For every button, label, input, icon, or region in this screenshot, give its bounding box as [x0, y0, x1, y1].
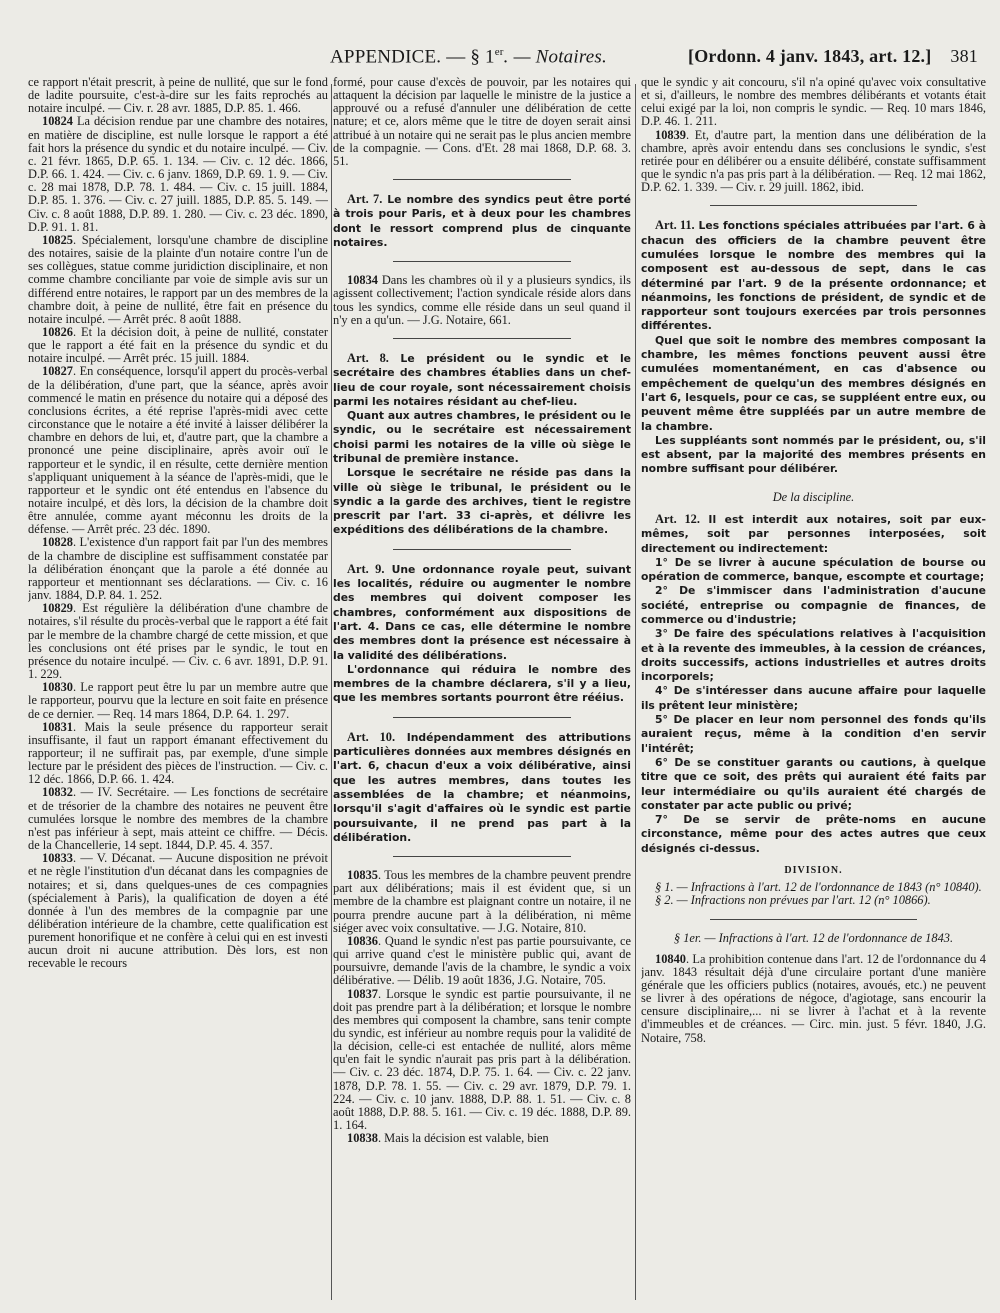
paragraph: 10830. Le rapport peut être lu par un membre autre que le rapporteur, pourvu que la lecture en soit faite en présence de ce dernier. — Req. 14 mars 1864, D.P. 64. 1. 297.	[28, 680, 328, 721]
paragraph-10839: 10839. Et, d'autre part, la mention dans une délibération de la chambre, après avoir entendu dans ses conclusions le syndic, s'est retirée pour en délibérer ou a ensuite délibéré, constate suffisamment que le syndic n'a pas pris part à la délibération. — Req. 12 mai 1862, D.P. 62. 1. 339. — Civ. r. 29 juill. 1862, ibid.	[641, 127, 986, 195]
article-10: Art. 10. Indépendamment des attributions particulières données aux membres désignés en l'art. 6, chacun d'eux a voix délibérative, ainsi que les autres membres, dans toutes les assemblées de la chambre; et néanmoins, lorsqu'il s'agit d'affaires où le syndic est partie poursuivante, il ne prend pas part à la délibération.	[333, 729, 631, 844]
toc-item: § 2. — Infractions non prévues par l'art. 12 (n° 10866).	[655, 893, 931, 908]
column-middle	[333, 76, 631, 1302]
section-heading-infractions: § 1er. — Infractions à l'art. 12 de l'ordonnance de 1843.	[673, 930, 954, 945]
text-columns	[28, 76, 986, 1302]
separator	[393, 856, 572, 857]
separator	[393, 717, 572, 718]
header-reference: [Ordonn. 4 janv. 1843, art. 12.]	[688, 46, 932, 67]
column-right	[641, 76, 986, 1302]
article-12-item: 5° De placer en leur nom personnel des fonds qu'ils auraient reçus, même à la condition d'en servir l'intérêt;	[641, 713, 986, 755]
paragraph: 10826. Et la décision doit, à peine de nullité, constater que le rapport a été fait en la présence du syndic et du notaire inculpé. — Arrêt préc. 15 juill. 1884.	[28, 324, 328, 366]
column-rule	[635, 84, 636, 1300]
running-header	[330, 46, 978, 74]
article-12-item: 2° De s'immiscer dans l'administration d'aucune société, entreprise ou compagnie de finances, de commerce ou d'industrie;	[641, 584, 986, 626]
article-12-item: 6° De se constituer garants ou cautions, à quelque titre que ce soit, des prêts qui auraient été faits par leur intermédiaire ou qu'ils auraient été chargés de constater par acte public ou privé;	[641, 755, 986, 812]
paragraph: 10831. Mais la seule présence du rapporteur serait insuffisante, il faut un rapport émanant effectivement du rapporteur; il ne suffirait pas, par exemple, d'une simple lecture par le président des pièces de l'instruction. — Civ. c. 12 déc. 1866, D.P. 66. 1. 424.	[28, 719, 328, 787]
toc-item: § 1. — Infractions à l'art. 12 de l'ordonnance de 1843 (n° 10840).	[655, 880, 982, 895]
division-label: DIVISION.	[784, 865, 843, 877]
paragraph: 10824 La décision rendue par une chambre des notaires, en matière de discipline, est nulle lorsque le rapport a été fait hors la présence du syndic et du notaire inculpé. — Civ. c. 21 févr. 1865, D.P. 65. 1. 134. — Civ. c. 12 déc. 1866, D.P. 66. 1. 424. — Civ. c. 6 janv. 1869, D.P. 69. 1. 9. — Civ. c. 28 mai 1878, D.P. 78. 1. 484. — Civ. c. 15 juill. 1884, D.P. 85. 1. 376. — Civ. c. 27 juill. 1885, D.P. 85. 5. 149. — Civ. c. 8 août 1888, D.P. 89. 1. 280. — Civ. c. 23 déc. 1890, D.P. 91. 1. 81.	[28, 114, 328, 234]
article-7: Art. 7. Le nombre des syndics peut être porté à trois pour Paris, et à deux pour les chambres dont le ressort comprend plus de cinquante notaires.	[333, 192, 631, 249]
separator	[393, 549, 572, 550]
article-12-item: 3° De faire des spéculations relatives à l'acquisition et à la revente des immeubles, à la cession de créances, droits successifs, actions industrielles et autres droits incorporels;	[641, 627, 986, 684]
paragraph-10835: 10835. Tous les membres de la chambre peuvent prendre part aux délibérations; mais il est évident que, si un membre de la chambre est plaignant contre un notaire, il ne pourra prendre aucune part à la délibération, ni même siéger avec voix consultative. — J.G. Notaire, 810.	[333, 868, 631, 935]
column-left	[28, 76, 328, 1302]
paragraph-10834: 10834 Dans les chambres où il y a plusieurs syndics, ils agissent collectivement; l'action syndicale réside alors dans tous les syndics, comme elle réside dans un seul quand il n'y en a qu'un. — J.G. Notaire, 661.	[333, 273, 631, 327]
article-8-p3: Lorsque le secrétaire ne réside pas dans la ville où siège le tribunal, le président ou le syndic a la garde des archives, tient le registre prescrit par l'art. 33 ci-après, et délivre les expéditions des délibérations de la chambre.	[333, 466, 631, 537]
paragraph-10838: 10838. Mais la décision est valable, bien	[347, 1131, 549, 1146]
article-9-p2: L'ordonnance qui réduira le nombre des membres de la chambre déclarera, s'il y a lieu, que les membres sortants pourront être rééius.	[333, 662, 631, 705]
section-heading-discipline: De la discipline.	[772, 489, 855, 504]
paragraph: formé, pour cause d'excès de pouvoir, par les notaires qui attaquent la décision par laquelle le ministre de la justice a approuvé ou a refusé d'annuler une délibération de cette nature; et ce, alors même que le titre de doyen serait ainsi attribué à un notaire qui ne serait pas le plus ancien membre de la compagnie. — Cons. d'Et. 28 mai 1868, D.P. 68. 3. 51.	[333, 76, 631, 168]
separator	[710, 919, 917, 920]
article-8: Art. 8. Le président ou le syndic et le secrétaire des chambres établies dans un chef-lieu de cour royale, sont nécessairement choisis parmi les notaires résidant au chef-lieu.	[333, 350, 631, 408]
paragraph: 10829. Est régulière la délibération d'une chambre de notaires, s'il résulte du procès-verbal que le rapport a été fait par le membre de la chambre chargé de cette mission, et que les conclusions ont été prises par le syndic, le tout en présence du notaire inculpé. — Civ. c. 6 avr. 1891, D.P. 91. 1. 229.	[28, 601, 328, 682]
column-rule	[331, 84, 332, 1300]
article-12-items	[641, 556, 986, 856]
separator	[393, 261, 572, 262]
article-9: Art. 9. Une ordonnance royale peut, suivant les localités, réduire ou augmenter le nombre des membres qui doivent composer les chambres, conformément aux dispositions de l'art. 4. Dans ce cas, elle détermine le nombre des membres dont la présence est nécessaire à la validité des délibérations.	[333, 561, 631, 662]
header-title: APPENDICE. — § 1er. — Notaires.	[330, 46, 607, 68]
paragraph-10836: 10836. Quand le syndic n'est pas partie poursuivante, ce qui arrive quand c'est le ministère public qui, avant de poursuivre, demande l'avis de la chambre, le syndic a voix délibérative. — Délib. 19 août 1836, J.G. Notaire, 705.	[333, 933, 631, 988]
paragraph: 10833. — V. Décanat. — Aucune disposition ne prévoit et ne règle l'institution d'un décanat dans les compagnies de notaires; et si, dans quelques-unes de ces compagnies (spécialement à Paris), la qualification de doyen a été donnée à l'un des membres de la compagnie par une délibération intérieure de la chambre, cette qualification est purement honorifique et ne confère à celui qui en est investi aucun droit ni aucune attribution. Dès lors, est non recevable le recours	[28, 851, 328, 971]
article-11-p3: Les suppléants sont nommés par le président, ou, s'il est absent, par la majorité des membres présents en nombre suffisant pour délibérer.	[641, 433, 986, 476]
separator	[393, 338, 572, 339]
page-number: 381	[950, 46, 978, 67]
table-of-contents	[641, 881, 986, 907]
paragraph: 10825. Spécialement, lorsqu'une chambre de discipline des notaires, saisie de la plainte d'un notaire contre l'un de ses collègues, statue comme juridiction disciplinaire, et non comme chambre conciliante par voie de simple avis sur un différend entre notaires, le rapport par un des membres de la chambre doit, à peine de nullité, être fait en présence du notaire inculpé. — Arrêt préc. 8 août 1888.	[28, 232, 328, 326]
article-8-p2: Quant aux autres chambres, le président ou le syndic, ou le secrétaire est nécessairement choisi parmi les notaires de la ville où siège le tribunal de première instance.	[333, 409, 631, 465]
paragraph: 10832. — IV. Secrétaire. — Les fonctions de secrétaire et de trésorier de la chambre des notaires ne peuvent être cumulées lorsque le nombre des membres de la chambre n'est pas inférieur à sept, mais atteint ce chiffre. — Décis. de la Chancellerie, 14 sept. 1844, D.P. 45. 4. 357.	[28, 785, 328, 853]
article-12-item: 4° De s'intéresser dans aucune affaire pour laquelle ils prêtent leur ministère;	[641, 684, 986, 712]
paragraph: que le syndic y ait concouru, s'il n'a opiné qu'avec voix consultative et si, d'ailleurs, le nombre des membres délibérants et votants était celui exigé par la loi, non compris le syndic. — Req. 10 mars 1846, D.P. 46. 1. 211.	[641, 76, 986, 129]
article-12-item: 1° De se livrer à aucune spéculation de bourse ou opération de commerce, banque, escompte et courtage;	[641, 555, 986, 584]
paragraph: 10827. En conséquence, lorsqu'il appert du procès-verbal de la délibération, d'une part, que la séance, après avoir commencé le matin en présence du notaire qui a déposé des conclusions écrites, a été reprise l'après-midi avec cette circonstance que le notaire a été invité à laisser délibérer la chambre en dehors de lui, et, d'autre part, que la chambre a prononcé une peine disciplinaire, après avoir ouï le rapporteur et le syndic, il en résulte, cette dernière mention s'appliquant uniquement à la séance de l'après-midi, que le rapporteur et le syndic ont été entendus en l'absence du notaire inculpé, et dès lors, la décision de la chambre doit être annulée, comme ayant méconnu les droits de la défense. — Arrêt préc. 23 déc. 1890.	[28, 364, 328, 537]
paragraph-10837: 10837. Lorsque le syndic est partie poursuivante, il ne doit pas prendre part à la délibération; et lorsque le nombre des membres qui composent la chambre, sans tenir compte du syndic, est inférieur au nombre requis pour la validité de la décision, celle-ci est entachée de nullité, alors même qu'en fait le syndic n'aurait pas pris part à la délibération. — Civ. c. 23 déc. 1874, D.P. 75. 1. 64. — Civ. c. 22 janv. 1878, D.P. 78. 1. 55. — Civ. c. 29 avr. 1879, D.P. 79. 1. 224. — Civ. c. 10 janv. 1888, D.P. 88. 1. 51. — Civ. c. 8 août 1888, D.P. 88. 5. 161. — Civ. c. 19 déc. 1888, D.P. 89. 1. 164.	[333, 986, 631, 1133]
article-12: Art. 12. Il est interdit aux notaires, soit par eux-mêmes, soit par personnes interposées, soit directement ou indirectement:	[641, 511, 986, 555]
header-right	[688, 46, 978, 68]
paragraph: ce rapport n'était prescrit, à peine de nullité, que sur le fond de ladite poursuite, c'est-à-dire sur les faits reprochés au notaire inculpé. — Civ. r. 28 avr. 1885, D.P. 85. 1. 466.	[28, 76, 328, 116]
article-11-p2: Quel que soit le nombre des membres composant la chambre, les mêmes fonctions peuvent aussi être cumulées momentanément, en cas d'absence ou empêchement de quelqu'un des membres désignés en l'art 6, lesquels, pour ce cas, se suppléent entre eux, ou peuvent même être suppléés par un autre membre de la chambre.	[641, 333, 986, 433]
article-12-item: 7° De se servir de prête-noms en aucune circonstance, même pour des actes autres que ceux désignés ci-dessus.	[641, 813, 986, 855]
article-11: Art. 11. Les fonctions spéciales attribuées par l'art. 6 à chacun des officiers de la chambre peuvent être cumulées lorsque le nombre des membres qui la composent est au-dessous de sept, dans le cas déterminé par l'art. 9 de la présente ordonnance; et néanmoins, les fonctions de président, de syndic et de rapporteur sont toujours exercées par trois personnes différentes.	[641, 218, 986, 333]
paragraph: 10828. L'existence d'un rapport fait par l'un des membres de la chambre de discipline est suffisamment constatée par la délibération énonçant que la parole a été donnée au rapporteur et mentionnant ses déclarations. — Civ. c. 16 janv. 1884, D.P. 84. 1. 252.	[28, 535, 328, 603]
separator	[710, 205, 917, 206]
separator	[393, 179, 572, 180]
paragraph-10840: 10840. La prohibition contenue dans l'art. 12 de l'ordonnance du 4 janv. 1843 résultait déjà d'une circulaire portant d'une manière générale que les officiers publics (notaires, avoués, etc.) ne peuvent se livrer à des opérations de négoce, d'agiotage, sans encourir la censure disciplinaire,... ni se livrer à l'achat et à la revente d'immeubles et de créances. — Circ. min. just. 5 févr. 1840, J.G. Notaire, 758.	[641, 951, 986, 1045]
